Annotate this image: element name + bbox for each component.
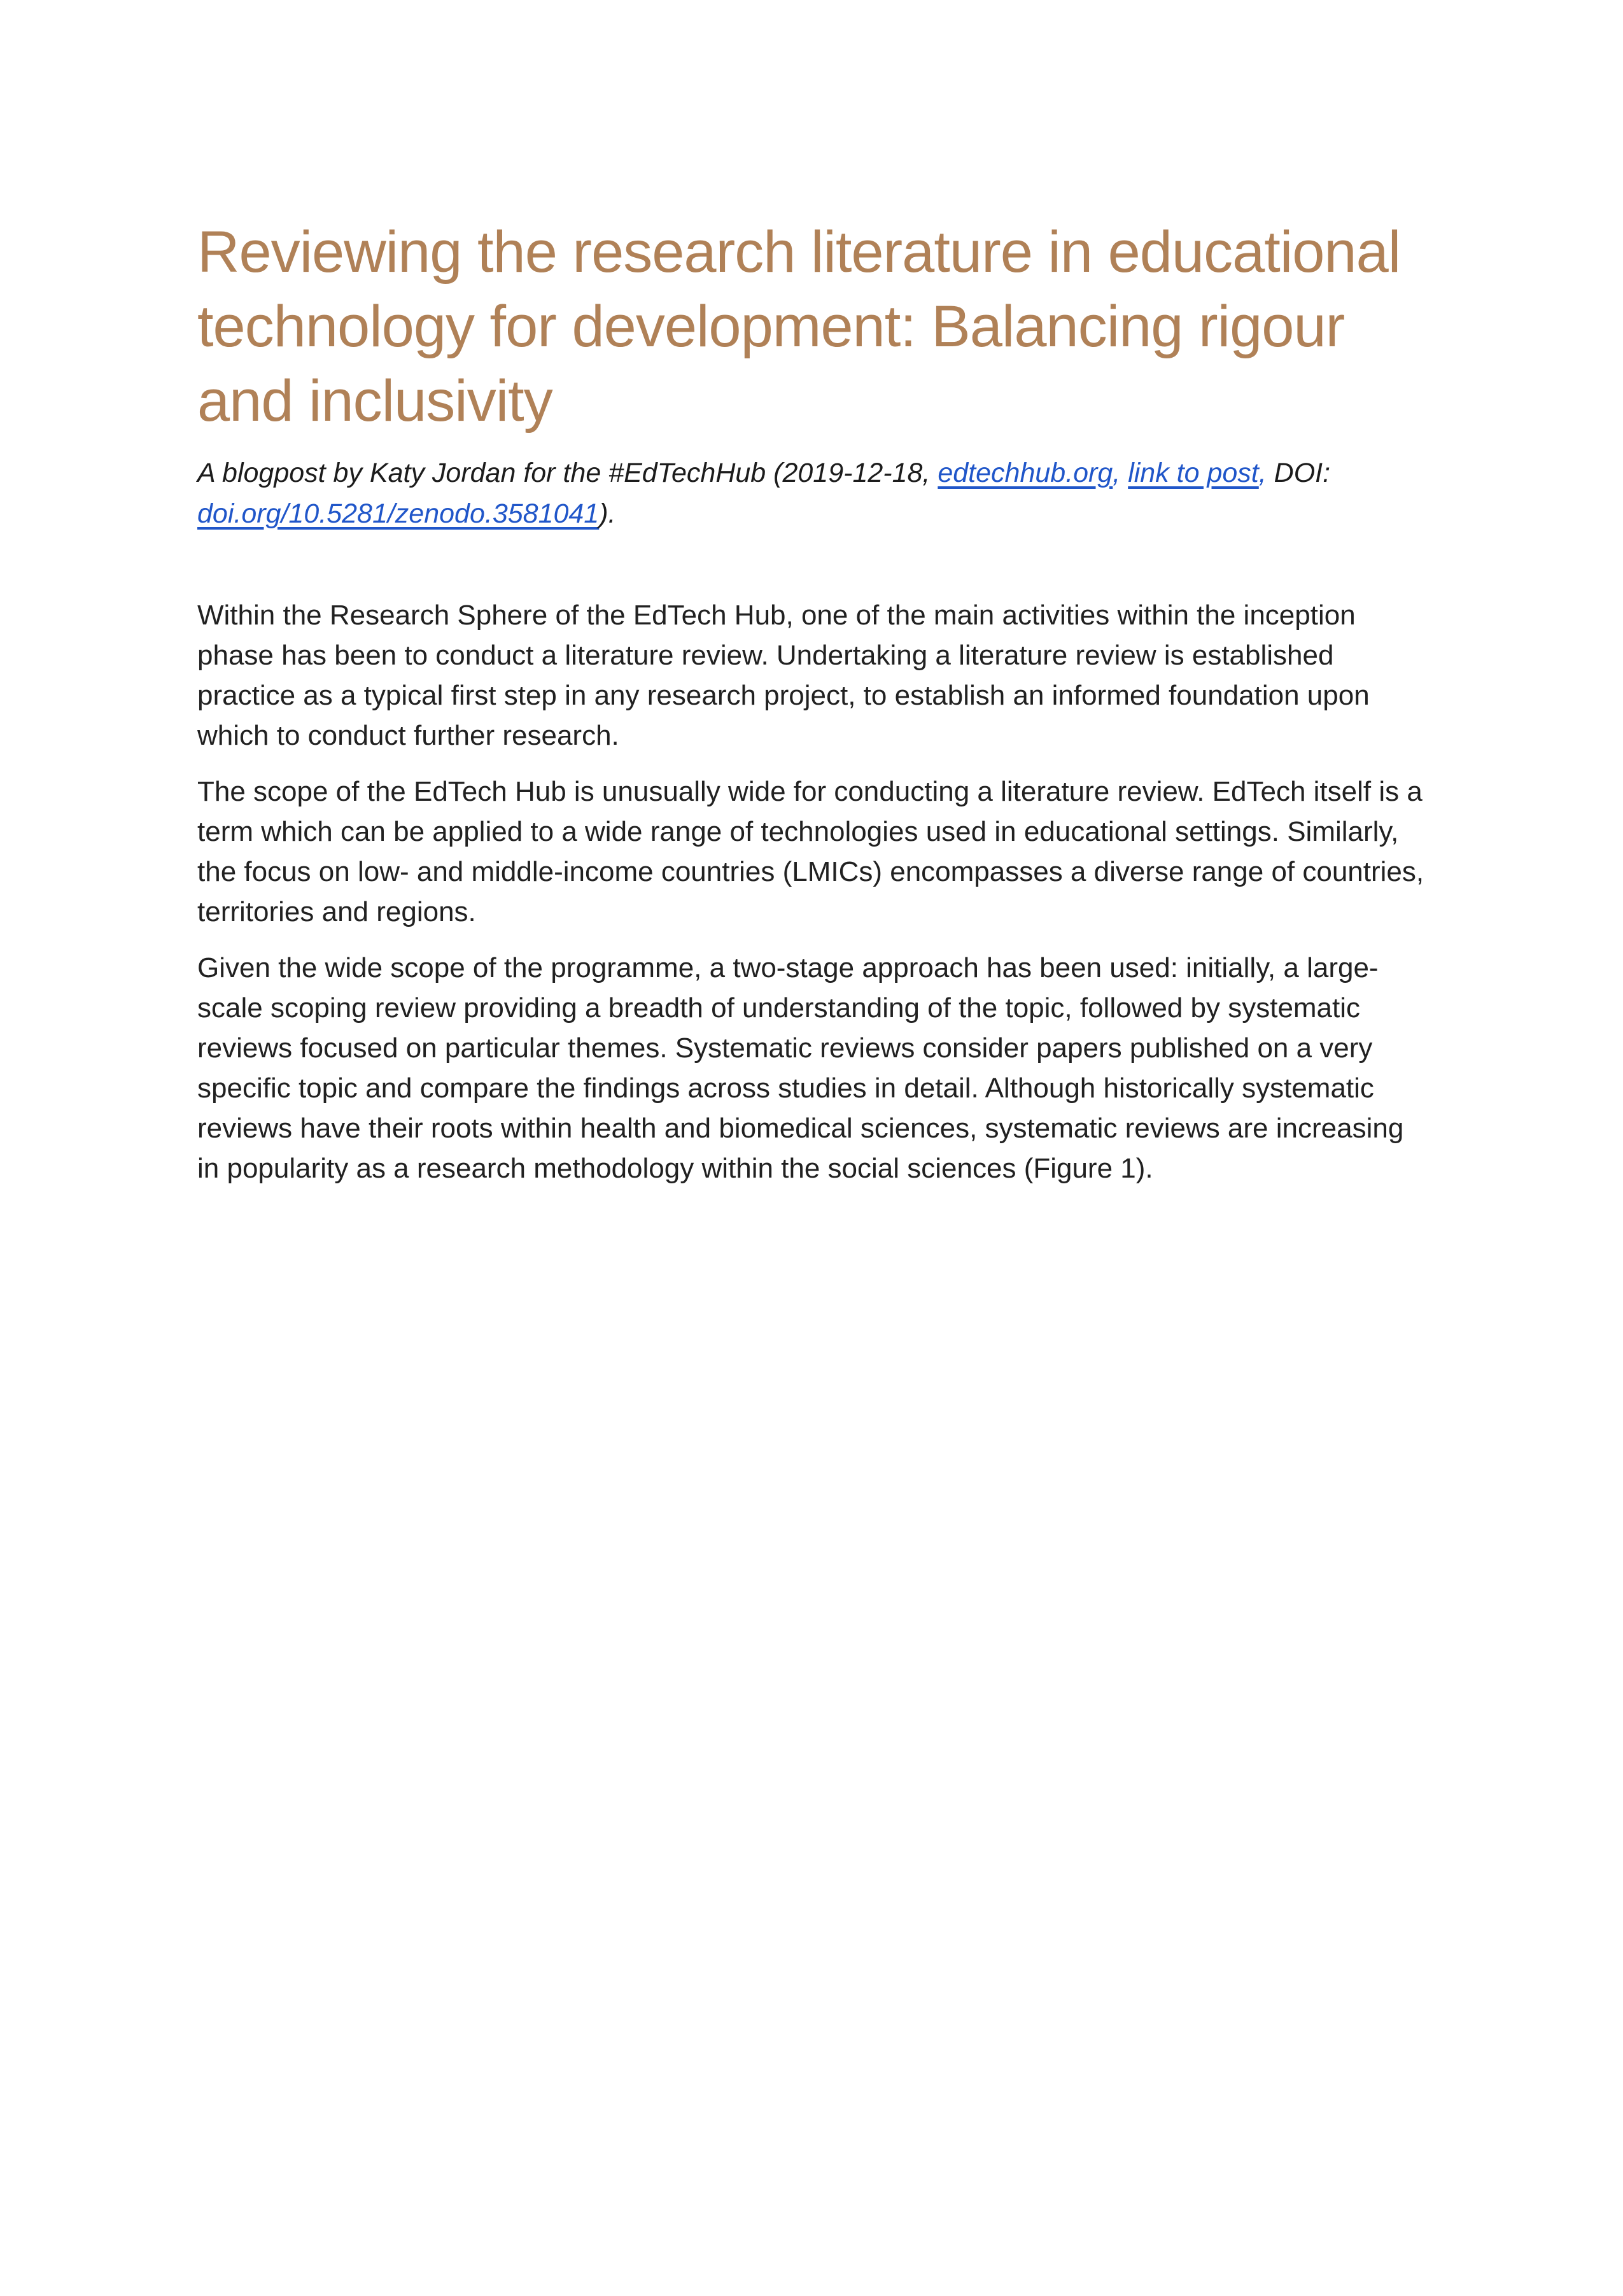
byline-link-edtechhub-org[interactable]: edtechhub.org bbox=[938, 458, 1113, 488]
byline bbox=[197, 453, 1489, 534]
byline-link-to-post[interactable]: link to post bbox=[1128, 458, 1259, 488]
blank-line bbox=[197, 534, 1429, 595]
byline-comma-1: , bbox=[1113, 458, 1128, 488]
byline-text-intro: A blogpost by Katy Jordan for the #EdTechHub (2019-12-18, bbox=[197, 458, 938, 488]
document-content bbox=[197, 215, 1429, 1204]
byline-text-doi-label: DOI: bbox=[1274, 458, 1331, 488]
byline-text-closing: ). bbox=[599, 498, 616, 529]
byline-comma-2: , bbox=[1258, 458, 1274, 488]
paragraph-3: Given the wide scope of the programme, a two-stage approach has been used: initially, a large-scale scoping review providing a breadth of understanding of the topic, followed by systematic reviews focused on particular themes. Systematic reviews consider papers published on a very specific topic and compare the findings across studies in detail. Although historically systematic reviews have their roots within health and biomedical sciences, systematic reviews are increasing in popularity as a research methodology within the social sciences (Figure 1). bbox=[197, 952, 1404, 1184]
byline-link-doi[interactable]: doi.org/10.5281/zenodo.3581041 bbox=[197, 498, 600, 529]
paragraph-1: Within the Research Sphere of the EdTech Hub, one of the main activities within the inception phase has been to conduct a literature review. Undertaking a literature review is established practice as a typical first step in any research project, to establish an informed foundation upon which to conduct further research. bbox=[197, 600, 1370, 751]
paragraph-2: The scope of the EdTech Hub is unusually wide for conducting a literature review. EdTech itself is a term which can be applied to a wide range of technologies used in educational settings. Similarly, the focus on low- and middle-income countries (LMICs) encompasses a diverse range of countries, territories and regions. bbox=[197, 776, 1424, 927]
page-title: Reviewing the research literature in educational technology for development: Balancing rigour and inclusivity bbox=[197, 220, 1401, 433]
